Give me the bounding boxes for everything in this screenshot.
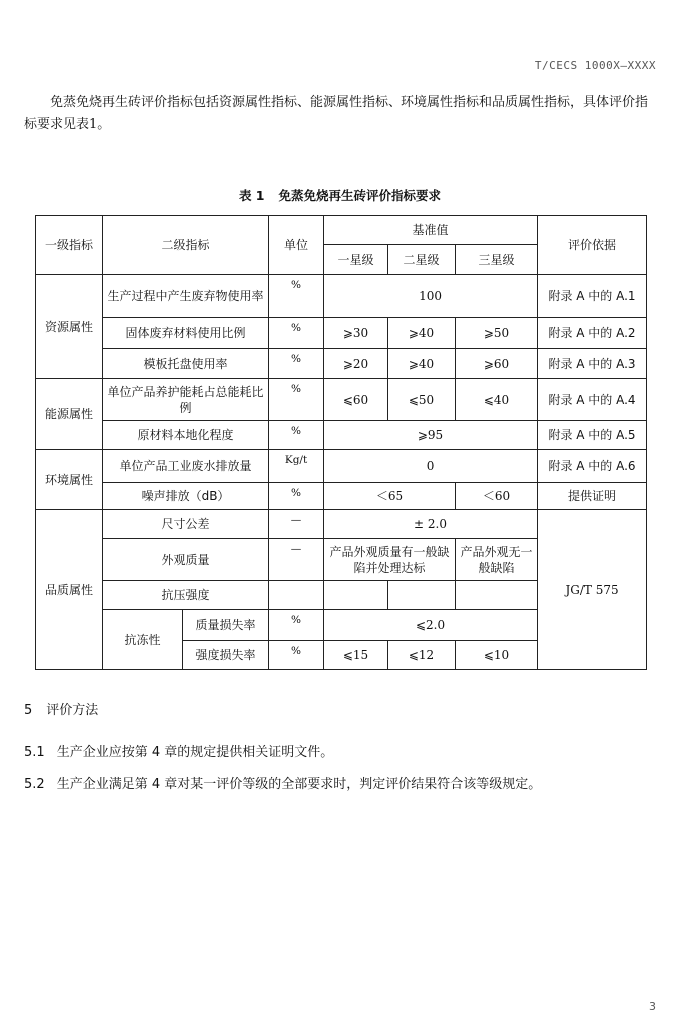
- row-basis: 附录 A 中的 A.4: [538, 379, 647, 421]
- header-star3: 三星级: [456, 245, 538, 275]
- row-value-star3: 产品外观无一般缺陷: [456, 539, 538, 581]
- row-basis: 附录 A 中的 A.2: [538, 318, 647, 349]
- row-value-star3: ⩽10: [456, 641, 538, 670]
- row-value-star2: ⩾40: [388, 349, 456, 379]
- row-unit: Kg/t: [269, 450, 324, 483]
- row-value-merged: ⩾95: [324, 421, 538, 450]
- clause-5-1: [24, 741, 333, 760]
- row-basis: 附录 A 中的 A.6: [538, 450, 647, 483]
- row-value-star3: ⩾50: [456, 318, 538, 349]
- row-name: 模板托盘使用率: [103, 349, 269, 379]
- row-unit: [269, 581, 324, 610]
- row-unit: %: [269, 275, 324, 318]
- header-level1: 一级指标: [36, 216, 103, 275]
- row-unit: —: [269, 539, 324, 581]
- row-name: 抗压强度: [103, 581, 269, 610]
- page-number: 3: [649, 1000, 656, 1013]
- row-value-star12: 产品外观质量有一般缺陷并处理达标: [324, 539, 456, 581]
- row-unit: %: [269, 641, 324, 670]
- row-value-star3: [456, 581, 538, 610]
- row-unit: %: [269, 610, 324, 641]
- header-star2: 二星级: [388, 245, 456, 275]
- row-unit: %: [269, 318, 324, 349]
- header-baseline: 基准值: [324, 216, 538, 245]
- evaluation-table: [35, 215, 647, 670]
- row-value-star1: ⩾30: [324, 318, 388, 349]
- row-value-merged: 100: [324, 275, 538, 318]
- section-title: 评价方法: [46, 703, 99, 718]
- group-energy: 能源属性: [36, 379, 103, 450]
- row-value-star1: [324, 581, 388, 610]
- table-row: [36, 349, 647, 379]
- clause-number: 5.1: [24, 745, 45, 760]
- header-row: [36, 216, 647, 245]
- table-row: [36, 379, 647, 421]
- table-caption-number: 表 1: [238, 188, 265, 203]
- clause-text: 生产企业应按第 4 章的规定提供相关证明文件。: [56, 745, 334, 760]
- row-unit: %: [269, 421, 324, 450]
- header-star1: 一星级: [324, 245, 388, 275]
- quality-basis: JG/T 575: [538, 510, 647, 670]
- row-value-merged: ± 2.0: [324, 510, 538, 539]
- row-name: 外观质量: [103, 539, 269, 581]
- table-row: [36, 318, 647, 349]
- row-name: 质量损失率: [183, 610, 269, 641]
- document-code: T/CECS 1000X—XXXX: [534, 59, 656, 72]
- row-value-merged: 0: [324, 450, 538, 483]
- row-name: 单位产品工业废水排放量: [103, 450, 269, 483]
- group-environment: 环境属性: [36, 450, 103, 510]
- table-row: [36, 450, 647, 483]
- header-unit: 单位: [269, 216, 324, 275]
- clause-text: 生产企业满足第 4 章对某一评价等级的全部要求时，判定评价结果符合该等级规定。: [56, 777, 542, 792]
- section-heading: [24, 699, 98, 718]
- frost-label: 抗冻性: [103, 610, 183, 670]
- row-name: 噪声排放（dB）: [103, 483, 269, 510]
- row-name: 强度损失率: [183, 641, 269, 670]
- row-value-star3: ＜60: [456, 483, 538, 510]
- table-caption: [0, 186, 680, 204]
- row-unit: —: [269, 510, 324, 539]
- intro-paragraph: 免蒸免烧再生砖评价指标包括资源属性指标、能源属性指标、环境属性指标和品质属性指标，具体评价指标要求见表1。: [24, 95, 649, 132]
- row-name: 生产过程中产生废弃物使用率: [103, 275, 269, 318]
- table-row: [36, 275, 647, 318]
- row-name: 单位产品养护能耗占总能耗比例: [103, 379, 269, 421]
- row-unit: %: [269, 483, 324, 510]
- row-unit: %: [269, 349, 324, 379]
- table-row: [36, 483, 647, 510]
- row-value-star3: ⩽40: [456, 379, 538, 421]
- group-resource: 资源属性: [36, 275, 103, 379]
- row-name: 尺寸公差: [103, 510, 269, 539]
- row-basis: 附录 A 中的 A.1: [538, 275, 647, 318]
- row-name: 原材料本地化程度: [103, 421, 269, 450]
- row-value-star2: [388, 581, 456, 610]
- row-name: 固体废弃材料使用比例: [103, 318, 269, 349]
- row-value-star2: ⩾40: [388, 318, 456, 349]
- row-value-star1: ⩽60: [324, 379, 388, 421]
- row-value-star2: ⩽50: [388, 379, 456, 421]
- row-value-merged: ⩽2.0: [324, 610, 538, 641]
- table-row: [36, 510, 647, 539]
- row-value-star12: ＜65: [324, 483, 456, 510]
- row-value-star2: ⩽12: [388, 641, 456, 670]
- clause-5-2: [24, 773, 541, 792]
- row-value-star1: ⩽15: [324, 641, 388, 670]
- table-row: [36, 421, 647, 450]
- header-basis: 评价依据: [538, 216, 647, 275]
- row-basis: 附录 A 中的 A.5: [538, 421, 647, 450]
- table-caption-title: 免蒸免烧再生砖评价指标要求: [278, 188, 442, 203]
- row-value-star3: ⩾60: [456, 349, 538, 379]
- group-quality: 品质属性: [36, 510, 103, 670]
- row-basis: 附录 A 中的 A.3: [538, 349, 647, 379]
- clause-number: 5.2: [24, 777, 45, 792]
- section-number: 5: [24, 703, 33, 718]
- row-value-star1: ⩾20: [324, 349, 388, 379]
- row-unit: %: [269, 379, 324, 421]
- row-basis: 提供证明: [538, 483, 647, 510]
- header-level2: 二级指标: [103, 216, 269, 275]
